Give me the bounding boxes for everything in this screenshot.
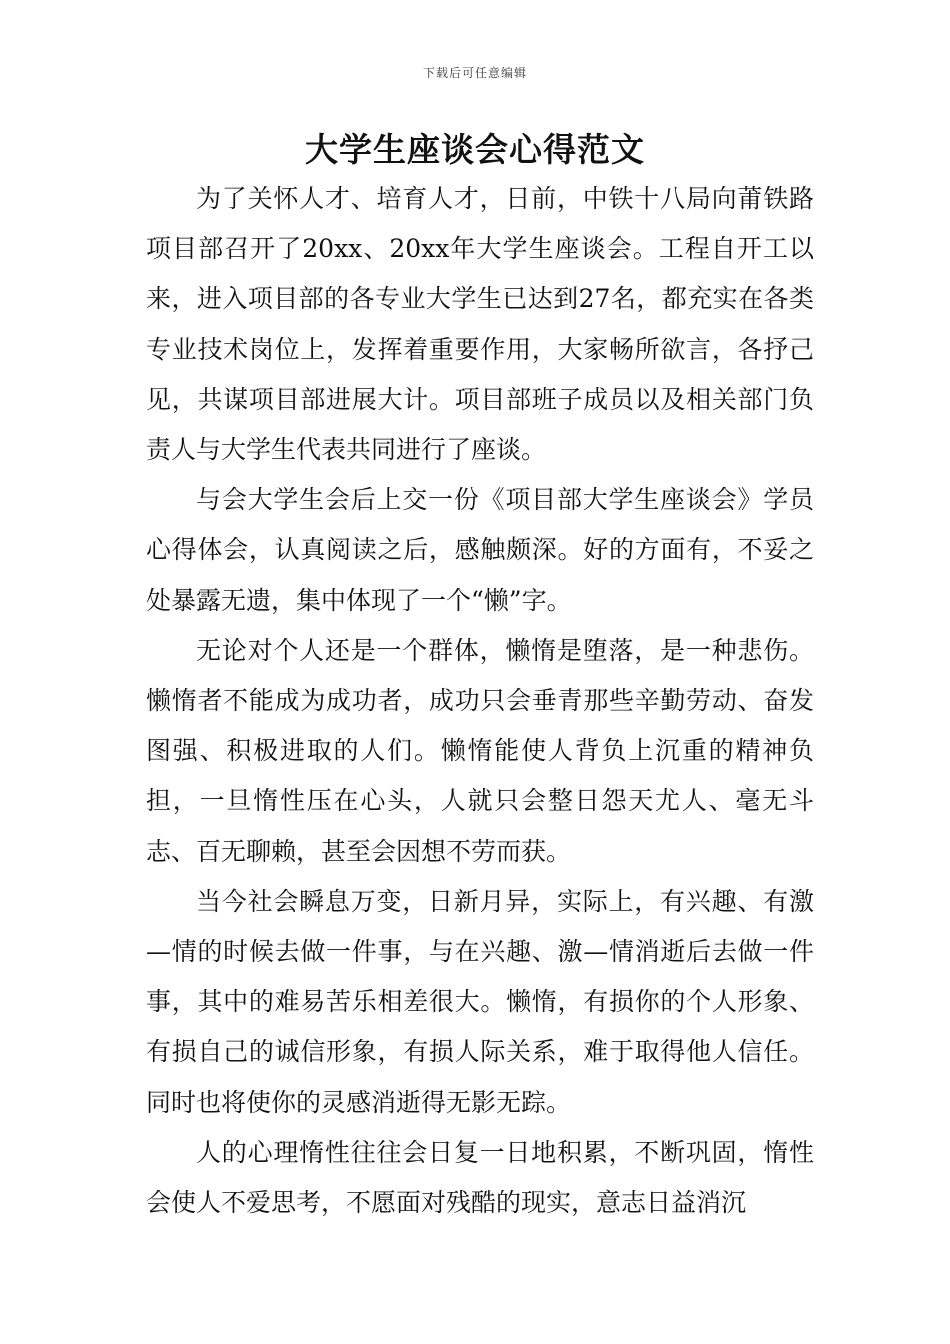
paragraph-3: 无论对个人还是一个群体，懒惰是堕落，是一种悲伤。懒惰者不能成为成功者，成功只会垂青那些辛勤劳动、奋发图强、积极进取的人们。懒惰能使人背负上沉重的精神负担，一旦惰性压在心头，人就只会整日怨天尤人、毫无斗志、百无聊赖，甚至会因想不劳而获。: [146, 635, 814, 866]
paragraph-5: 人的心理惰性往往会日复一日地积累，不断巩固，惰性会使人不爱思考，不愿面对残酷的现实，意志日益消沉: [146, 1137, 814, 1218]
document-title: 大学生座谈会心得范文: [305, 130, 645, 169]
paragraph-2: 与会大学生会后上交一份《项目部大学生座谈会》学员心得体会，认真阅读之后，感触颇深。好的方面有，不妥之处暴露无遗，集中体现了一个“懒”字。: [146, 485, 814, 615]
page-header-note: 下载后可任意编辑: [422, 66, 527, 80]
document-body: [146, 174, 814, 1228]
paragraph-4: 当今社会瞬息万变，日新月异，实际上，有兴趣、有激—情的时候去做一件事，与在兴趣、激—情消逝后去做一件事，其中的难易苦乐相差很大。懒惰，有损你的个人形象、有损自己的诚信形象，有损人际关系，难于取得他人信任。同时也将使你的灵感消逝得无影无踪。: [146, 886, 814, 1117]
paragraph-1: 为了关怀人才、培育人才，日前，中铁十八局向莆铁路项目部召开了20xx、20xx年大学生座谈会。工程自开工以来，进入项目部的各专业大学生已达到27名，都充实在各类专业技术岗位上，发挥着重要作用，大家畅所欲言，各抒己见，共谋项目部进展大计。项目部班子成员以及相关部门负责人与大学生代表共同进行了座谈。: [146, 184, 814, 465]
